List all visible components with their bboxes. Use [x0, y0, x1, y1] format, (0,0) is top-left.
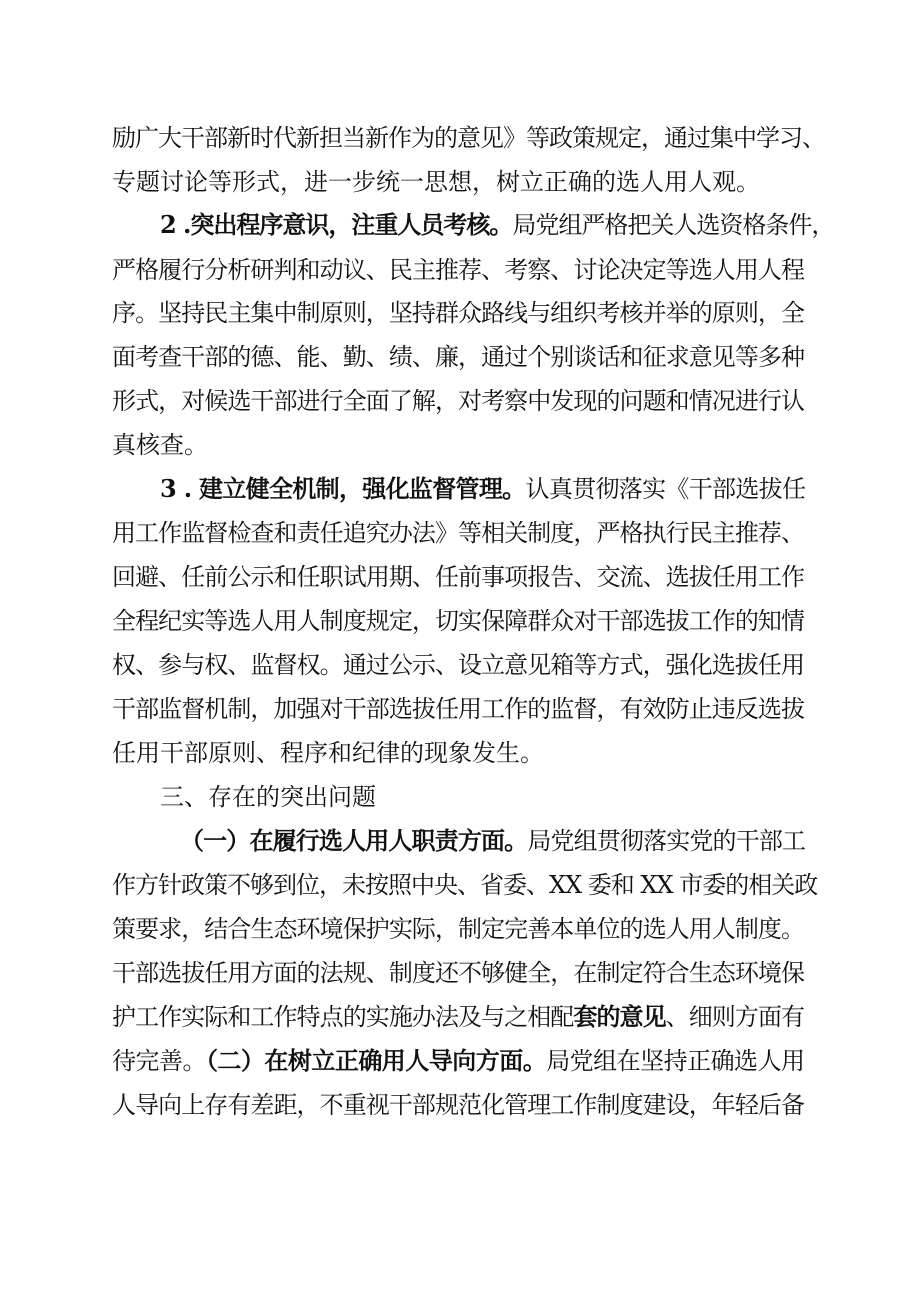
body-text: 策要求，结合生态环境保护实际，制定完善本单位的选人用人制度。 — [112, 915, 805, 943]
body-text: 专题讨论等形式，进一步统一思想，树立正确的选人用人观。 — [112, 168, 760, 196]
text-line — [180, 821, 805, 861]
bold-heading-text: 2 .突出程序意识，注重人员考核。 — [160, 210, 513, 239]
text-line — [112, 689, 804, 729]
body-text: 严格履行分析研判和动议、民主推荐、考察、讨论决定等选人用人程 — [112, 256, 805, 284]
text-line — [112, 513, 804, 553]
body-text: 、细则方面有 — [665, 1003, 805, 1031]
text-line — [112, 909, 804, 949]
text-line — [112, 997, 804, 1037]
body-text: 序。坚持民主集中制原则，坚持群众路线与组织考核并举的原则，全 — [112, 299, 805, 327]
body-text: 干部选拔任用方面的法规、制度还不够健全，在制定符合生态环境保 — [112, 959, 805, 987]
body-text: 面考查干部的德、能、勤、绩、廉，通过个别谈话和征求意见等多种 — [112, 343, 805, 371]
body-text: 真核查。 — [112, 431, 208, 459]
text-line — [112, 953, 804, 993]
body-text: 局党组贯彻落实党的干部工 — [527, 827, 806, 855]
text-line — [112, 381, 804, 421]
body-text: 人导向上存有差距，不重视干部规范化管理工作制度建设，年轻后备 — [112, 1091, 805, 1119]
text-line — [160, 469, 805, 509]
text-line — [112, 1085, 804, 1125]
body-text: 回避、任前公示和任职试用期、任前事项报告、交流、选拔任用工作 — [112, 563, 805, 591]
text-line — [112, 162, 760, 202]
body-text: 局党组在坚持正确选人用 — [546, 1047, 805, 1075]
text-line — [112, 118, 825, 158]
body-text: 待完善。 — [112, 1047, 206, 1075]
bold-heading-text: （二）在树立正确用人导向方面。 — [205, 1046, 547, 1075]
text-line — [112, 337, 804, 377]
bold-heading-text: （一）在履行选人用人职责方面。 — [180, 826, 528, 855]
body-text: 全程纪实等选人用人制度规定，切实保障群众对干部选拔工作的知情 — [112, 607, 805, 635]
body-text: 作方针政策不够到位，未按照中央、省委、XX 委和 XX 市委的相关政 — [112, 871, 818, 899]
body-text: 励广大干部新时代新担当新作为的意见》等政策规定，通过集中学习、 — [112, 124, 825, 152]
text-line — [112, 293, 804, 333]
text-line — [112, 601, 804, 641]
text-line — [160, 777, 376, 817]
text-line — [160, 205, 834, 245]
bold-heading-text: 套的意见 — [573, 1002, 666, 1031]
body-text: 干部监督机制，加强对干部选拔任用工作的监督，有效防止违反选拔 — [112, 695, 805, 723]
body-text: 三、存在的突出问题 — [160, 783, 376, 811]
body-text: 任用干部原则、程序和纪律的现象发生。 — [112, 739, 544, 767]
bold-heading-text: 3 . 建立健全机制，强化监督管理。 — [160, 474, 526, 503]
text-line — [112, 1041, 805, 1081]
text-line — [112, 250, 804, 290]
body-text: 局党组严格把关人选资格条件， — [512, 211, 835, 239]
body-text: 认真贯彻落实《干部选拔任 — [525, 475, 806, 503]
body-text: 权、参与权、监督权。通过公示、设立意见箱等方式，强化选拔任用 — [112, 651, 805, 679]
text-line — [112, 425, 208, 465]
text-line — [112, 645, 804, 685]
text-line — [112, 557, 804, 597]
body-text: 护工作实际和工作特点的实施办法及与之相配 — [112, 1003, 574, 1031]
text-line — [112, 733, 544, 773]
text-line — [112, 865, 817, 905]
body-text: 用工作监督检查和责任追究办法》等相关制度，严格执行民主推荐、 — [112, 519, 805, 547]
body-text: 形式，对候选干部进行全面了解，对考察中发现的问题和情况进行认 — [112, 387, 805, 415]
